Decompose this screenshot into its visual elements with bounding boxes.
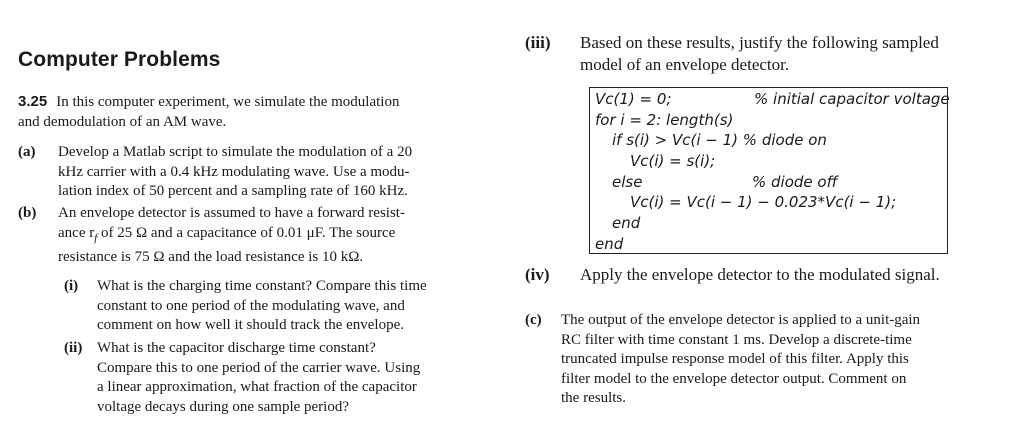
code-comment-5: % diode off: [752, 173, 838, 191]
part-i-line: constant to one period of the modulating wave, and: [97, 297, 405, 314]
part-a: [18, 143, 488, 205]
part-ii-line: What is the capacitor discharge time constant?: [97, 340, 376, 356]
part-i-label: (i): [64, 278, 79, 294]
problem-intro-line1: [18, 92, 488, 112]
part-b-label: (b): [18, 205, 37, 221]
part-iii: [525, 32, 1015, 76]
code-line-7: end: [612, 214, 641, 232]
part-i: [64, 277, 488, 339]
part-a-text: [58, 143, 488, 202]
problem-intro-line2: and demodulation of an AM wave.: [18, 114, 227, 130]
part-iii-label: (iii): [525, 33, 551, 52]
part-b-text: [58, 204, 488, 268]
part-c-line: the results.: [561, 390, 626, 406]
part-a-label: (a): [18, 144, 36, 160]
code-line-3: if s(i) > Vc(i − 1) % diode on: [612, 131, 827, 149]
part-ii-text: [97, 339, 474, 417]
code-box: [589, 87, 948, 254]
part-iii-line: model of an envelope detector.: [580, 55, 790, 74]
part-a-line: kHz carrier with a 0.4 kHz modulating wave. Use a modu-: [58, 163, 410, 180]
part-iv-text: [580, 264, 1010, 286]
part-b-line: [58, 224, 488, 249]
part-i-line: What is the charging time constant? Compare this time: [97, 278, 427, 294]
part-a-line: lation index of 50 percent and a sampling rate of 160 kHz.: [58, 183, 408, 199]
part-i-line: comment on how well it should track the envelope.: [97, 317, 405, 333]
code-comment-1: % initial capacitor voltage: [754, 90, 950, 108]
code-line-1: Vc(1) = 0;: [595, 90, 672, 108]
part-iv-label: (iv): [525, 265, 550, 284]
part-c-label: (c): [525, 312, 542, 328]
part-iv-line: Apply the envelope detector to the modulated signal.: [580, 265, 940, 284]
part-c-line: filter model to the envelope detector output. Comment on: [561, 370, 907, 387]
part-ii: [64, 339, 488, 421]
part-c-line: The output of the envelope detector is applied to a unit-gain: [561, 312, 921, 328]
part-b-line: An envelope detector is assumed to have a forward resist-: [58, 205, 405, 221]
part-iv: [525, 264, 1015, 288]
code-line-4: Vc(i) = s(i);: [630, 152, 716, 170]
part-iii-line: Based on these results, justify the following sampled: [580, 33, 939, 52]
section-title: Computer Problems: [18, 48, 221, 71]
part-iii-text: [580, 32, 1010, 76]
part-c-text: [561, 311, 993, 409]
problem-intro-text: In this computer experiment, we simulate the modulation: [56, 94, 400, 110]
part-a-line: Develop a Matlab script to simulate the modulation of a 20: [58, 144, 413, 160]
code-line-6: Vc(i) = Vc(i − 1) − 0.023*Vc(i − 1);: [630, 193, 897, 211]
part-b-line: resistance is 75 Ω and the load resistance is 10 kΩ.: [58, 249, 364, 265]
part-b-line-end: of 25 Ω and a capacitance of 0.01 μF. The source: [97, 224, 396, 241]
code-line-5: else: [612, 173, 643, 191]
part-ii-label: (ii): [64, 340, 83, 356]
part-c: [525, 311, 1015, 413]
problem-number: 3.25: [18, 93, 48, 110]
part-b: [18, 204, 488, 266]
problem-intro: [18, 92, 488, 132]
part-ii-line: a linear approximation, what fraction of the capacitor: [97, 379, 417, 395]
part-b-subscript: f: [94, 231, 98, 244]
code-line-2: for i = 2: length(s): [595, 111, 734, 129]
part-i-text: [97, 277, 474, 336]
part-c-line: RC filter with time constant 1 ms. Develop a discrete-time: [561, 331, 912, 348]
part-ii-line: Compare this to one period of the carrier wave. Using: [97, 359, 421, 376]
code-line-8: end: [595, 235, 624, 253]
part-b-line-start: ance r: [58, 224, 95, 241]
part-ii-line: voltage decays during one sample period?: [97, 398, 349, 415]
part-c-line: truncated impulse response model of this filter. Apply this: [561, 351, 909, 367]
